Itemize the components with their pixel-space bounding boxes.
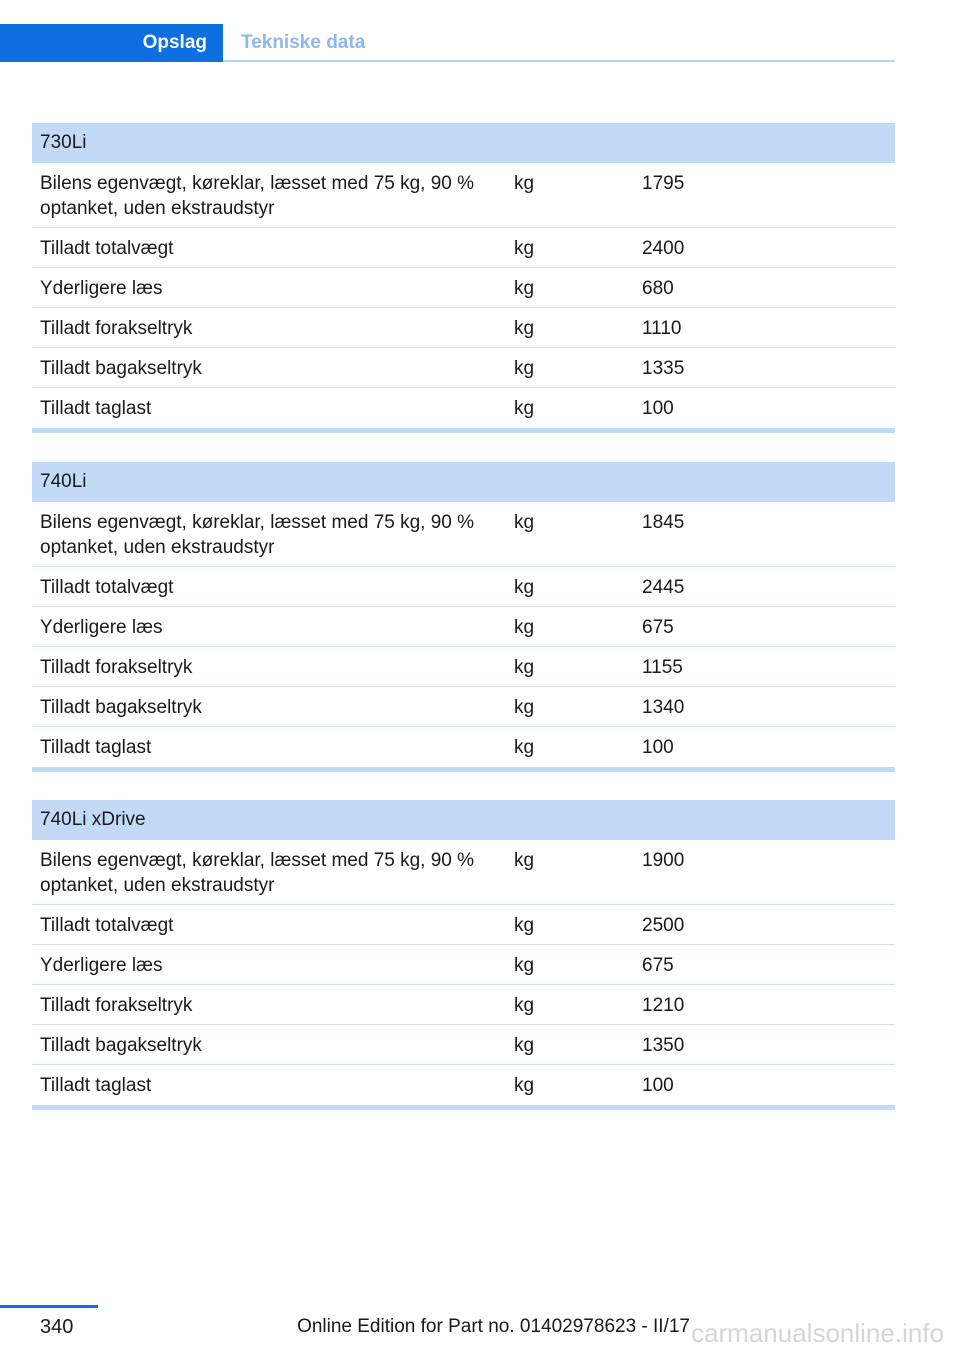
row-value: 680	[642, 278, 674, 299]
row-value: 675	[642, 955, 674, 976]
row-unit: kg	[514, 1075, 535, 1096]
row-label: Tilladt totalvægt	[40, 577, 174, 598]
row-unit: kg	[514, 398, 535, 419]
table-row	[32, 607, 895, 647]
row-label: Tilladt bagakseltryk	[40, 697, 202, 718]
header-bar	[0, 24, 895, 62]
watermark: carmanualsonline.info	[691, 1318, 944, 1348]
row-value: 1155	[642, 657, 683, 678]
page-number: 340	[40, 1316, 74, 1338]
row-unit: kg	[514, 617, 535, 638]
table-end-bar	[32, 767, 895, 772]
row-value: 2400	[642, 238, 685, 259]
row-value: 1110	[642, 318, 682, 339]
row-unit: kg	[514, 577, 535, 598]
row-unit: kg	[514, 697, 535, 718]
table-title: 730Li	[32, 123, 895, 163]
row-label: Tilladt bagakseltryk	[40, 358, 202, 379]
table-row	[32, 388, 895, 428]
table-row	[32, 502, 895, 567]
row-unit: kg	[514, 737, 535, 758]
row-value: 1900	[642, 850, 685, 871]
table-row	[32, 163, 895, 228]
row-unit: kg	[514, 278, 535, 299]
row-value: 2500	[642, 915, 685, 936]
row-unit: kg	[514, 318, 535, 339]
table-end-bar	[32, 1105, 895, 1110]
row-value: 1350	[642, 1035, 685, 1056]
tab-tekniske-data[interactable]: Tekniske data	[241, 32, 366, 53]
row-value: 100	[642, 737, 674, 758]
row-value: 100	[642, 1075, 674, 1096]
row-label: Tilladt bagakseltryk	[40, 1035, 202, 1056]
table-row	[32, 840, 895, 905]
row-value: 100	[642, 398, 674, 419]
edition-text: Online Edition for Part no. 01402978623 - II/17	[297, 1316, 690, 1337]
spec-table-740li	[32, 462, 895, 772]
row-label: Yderligere læs	[40, 955, 163, 976]
row-unit: kg	[514, 915, 535, 936]
table-title: 740Li	[32, 462, 895, 502]
footer-rule	[0, 1305, 98, 1308]
row-unit: kg	[514, 850, 535, 871]
table-row	[32, 348, 895, 388]
table-row	[32, 228, 895, 268]
row-label: Tilladt forakseltryk	[40, 995, 193, 1016]
table-row	[32, 1025, 895, 1065]
row-label: Yderligere læs	[40, 278, 163, 299]
table-row	[32, 727, 895, 767]
table-row	[32, 268, 895, 308]
row-unit: kg	[514, 955, 535, 976]
table-end-bar	[32, 428, 895, 433]
table-row	[32, 647, 895, 687]
tab-opslag[interactable]: Opslag	[0, 24, 223, 62]
row-label: Bilens egenvægt, køreklar, læsset med 75 kg, 90 % optanket, uden ekstraudstyr	[40, 173, 475, 219]
row-label: Tilladt totalvægt	[40, 238, 174, 259]
table-row	[32, 1065, 895, 1105]
row-value: 1340	[642, 697, 685, 718]
row-label: Tilladt taglast	[40, 737, 152, 758]
row-unit: kg	[514, 173, 535, 194]
table-row	[32, 985, 895, 1025]
row-label: Bilens egenvægt, køreklar, læsset med 75 kg, 90 % optanket, uden ekstraudstyr	[40, 512, 475, 558]
row-label: Yderligere læs	[40, 617, 163, 638]
header-rule	[223, 60, 895, 62]
row-unit: kg	[514, 358, 535, 379]
spec-table-740li-xdrive	[32, 800, 895, 1110]
spec-table-730li	[32, 123, 895, 433]
row-unit: kg	[514, 995, 535, 1016]
row-label: Tilladt forakseltryk	[40, 657, 193, 678]
row-value: 1795	[642, 173, 685, 194]
row-unit: kg	[514, 1035, 535, 1056]
table-title: 740Li xDrive	[32, 800, 895, 840]
row-value: 1845	[642, 512, 685, 533]
row-unit: kg	[514, 238, 535, 259]
table-row	[32, 308, 895, 348]
row-unit: kg	[514, 657, 535, 678]
row-value: 1210	[642, 995, 685, 1016]
row-value: 675	[642, 617, 674, 638]
row-label: Tilladt totalvægt	[40, 915, 174, 936]
row-value: 1335	[642, 358, 685, 379]
table-row	[32, 905, 895, 945]
row-label: Tilladt taglast	[40, 1075, 152, 1096]
table-row	[32, 687, 895, 727]
table-row	[32, 945, 895, 985]
table-row	[32, 567, 895, 607]
row-label: Tilladt forakseltryk	[40, 318, 193, 339]
row-label: Bilens egenvægt, køreklar, læsset med 75 kg, 90 % optanket, uden ekstraudstyr	[40, 850, 475, 896]
row-unit: kg	[514, 512, 535, 533]
row-value: 2445	[642, 577, 685, 598]
row-label: Tilladt taglast	[40, 398, 152, 419]
